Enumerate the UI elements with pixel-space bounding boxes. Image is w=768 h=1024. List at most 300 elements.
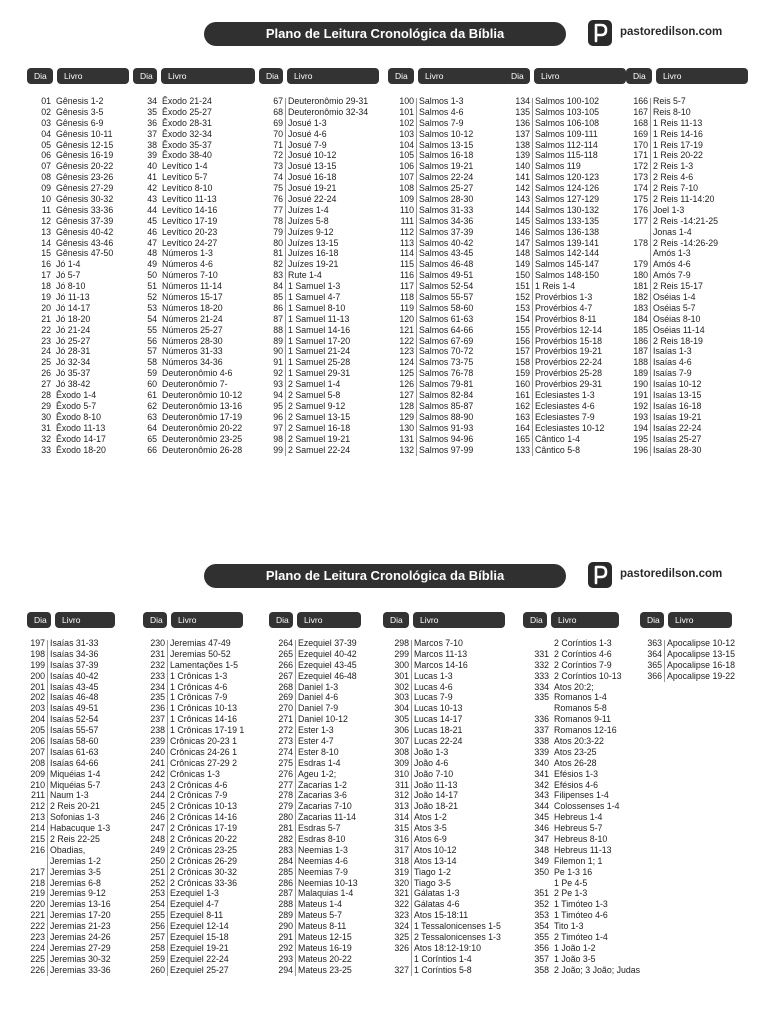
- reading-row: [259, 401, 383, 412]
- book-reading: Mateus 16-19: [298, 942, 352, 953]
- book-reading: 2 Crônicas 10-13: [170, 801, 237, 812]
- day-number: 198: [30, 648, 45, 659]
- day-number: 193: [633, 411, 648, 422]
- book-reading: Levítico 24-27: [162, 237, 218, 248]
- day-number: 124: [399, 357, 414, 368]
- book-reading: Números 7-10: [162, 270, 218, 281]
- book-reading: Amós 1-3: [653, 248, 691, 259]
- day-number: 259: [150, 953, 165, 964]
- reading-row: [133, 118, 262, 129]
- book-reading: Apocalipse 10-12: [667, 638, 735, 648]
- day-number: 182: [633, 292, 648, 303]
- reading-column: [640, 638, 762, 682]
- reading-row: [504, 434, 630, 445]
- book-reading: Números 31-33: [162, 346, 223, 357]
- header-day: Dia: [523, 612, 547, 628]
- header-book: Livro: [297, 612, 361, 628]
- book-reading: Salmos 88-90: [419, 411, 474, 422]
- day-number: 275: [278, 757, 293, 768]
- reading-row: [133, 346, 262, 357]
- day-number: 232: [150, 659, 165, 670]
- book-reading: Isaías 49-51: [50, 703, 99, 714]
- day-number: 107: [399, 172, 414, 183]
- day-number: 136: [515, 117, 530, 128]
- reading-row: [143, 834, 265, 845]
- book-reading: Oséias 5-7: [653, 302, 696, 313]
- book-reading: Gênesis 40-42: [56, 226, 114, 237]
- day-number: 75: [273, 183, 283, 194]
- day-number: [27, 856, 45, 867]
- book-reading: Salmos 40-42: [419, 237, 474, 248]
- book-reading: 2 Reis -14:21-25: [653, 215, 719, 226]
- reading-row: [504, 390, 630, 401]
- book-reading: 1 Samuel 11-13: [288, 313, 350, 324]
- book-reading: Atos 13-14: [414, 855, 457, 866]
- day-number: 133: [515, 444, 530, 455]
- day-number: 158: [515, 357, 530, 368]
- reading-row: [523, 660, 649, 671]
- reading-row: [383, 867, 511, 878]
- book-reading: Jeremias 47-49: [170, 638, 231, 648]
- day-number: 85: [273, 292, 283, 303]
- book-reading: 2 Reis 15-17: [653, 281, 703, 292]
- reading-row: [133, 259, 262, 270]
- book-reading: Naum 1-3: [50, 790, 89, 801]
- day-number: 172: [633, 161, 648, 172]
- book-reading: Atos 18:12-19:10: [414, 942, 482, 953]
- reading-row: [626, 390, 748, 401]
- day-number: 309: [394, 757, 409, 768]
- reading-row: [383, 692, 511, 703]
- book-reading: Salmos 109-111: [535, 128, 598, 139]
- reading-row: [388, 227, 514, 238]
- reading-row: [143, 649, 265, 660]
- reading-column: [523, 638, 649, 976]
- day-number: 146: [515, 226, 530, 237]
- reading-row: [269, 812, 381, 823]
- reading-row: [626, 161, 748, 172]
- reading-row: [133, 412, 262, 423]
- day-number: 126: [399, 379, 414, 390]
- reading-row: [523, 834, 649, 845]
- book-reading: 2 Samuel 16-18: [288, 422, 351, 433]
- day-number: 45: [147, 215, 157, 226]
- book-reading: Deuteronômio 20-22: [162, 422, 243, 433]
- day-number: 284: [278, 855, 293, 866]
- day-number: 194: [633, 422, 648, 433]
- book-reading: Isaías 7-9: [653, 368, 692, 379]
- day-number: 164: [515, 422, 530, 433]
- book-reading: Jó 5-7: [56, 270, 81, 281]
- header-day: Dia: [626, 68, 652, 84]
- book-reading: Atos 23-25: [554, 746, 597, 757]
- day-number: 354: [534, 921, 549, 932]
- day-number: 20: [41, 302, 51, 313]
- day-number: 321: [394, 888, 409, 899]
- book-reading: Jó 11-13: [56, 292, 90, 303]
- book-reading: 2 Timóteo 1-4: [554, 932, 608, 943]
- reading-row: [269, 932, 381, 943]
- reading-row: [143, 682, 265, 693]
- reading-row: [383, 932, 511, 943]
- day-number: 323: [394, 910, 409, 921]
- book-reading: 2 Crônicas 17-19: [170, 823, 237, 834]
- book-reading: João 18-21: [414, 801, 459, 812]
- book-reading: Gênesis 12-15: [56, 139, 114, 150]
- day-number: 356: [534, 942, 549, 953]
- book-reading: Salmos 70-72: [419, 346, 474, 357]
- book-reading: Tiago 1-2: [414, 866, 451, 877]
- book-reading: Gênesis 10-11: [56, 128, 113, 139]
- header-day: Dia: [143, 612, 167, 628]
- day-number: 312: [394, 790, 409, 801]
- book-reading: 1 Coríntios 1-4: [414, 953, 472, 964]
- reading-row: [388, 401, 514, 412]
- book-reading: Crônicas 20-23 1: [170, 736, 237, 747]
- day-number: 128: [399, 400, 414, 411]
- reading-row: [259, 140, 383, 151]
- book-reading: Ezequiel 43-45: [298, 659, 357, 670]
- day-number: 35: [147, 106, 157, 117]
- reading-row: [133, 227, 262, 238]
- reading-row: [269, 714, 381, 725]
- reading-row: [504, 270, 630, 281]
- reading-row: [388, 238, 514, 249]
- reading-row: [626, 238, 748, 249]
- book-reading: Hebreus 5-7: [554, 823, 603, 834]
- column-divider: [411, 640, 412, 976]
- book-reading: Jeremias 24-26: [50, 932, 111, 943]
- day-number: 223: [30, 932, 45, 943]
- book-reading: Deuteronômio 10-12: [162, 390, 243, 401]
- day-number: 21: [41, 313, 51, 324]
- reading-row: [143, 954, 265, 965]
- reading-row: [504, 379, 630, 390]
- day-number: 250: [150, 855, 165, 866]
- day-number: 72: [273, 150, 283, 161]
- reading-row: [143, 725, 265, 736]
- book-reading: Salmos 31-33: [419, 204, 474, 215]
- day-number: 215: [30, 834, 45, 845]
- day-number: 09: [41, 183, 51, 194]
- day-number: 70: [273, 128, 283, 139]
- day-number: 216: [30, 844, 45, 855]
- book-reading: 1 Tessalonicenses 1-5: [414, 921, 501, 932]
- book-reading: Jó 28-31: [56, 346, 91, 357]
- reading-row: [133, 183, 262, 194]
- reading-row: [383, 801, 511, 812]
- reading-row: [388, 292, 514, 303]
- reading-row: [523, 682, 649, 693]
- reading-row: [27, 758, 143, 769]
- day-number: 218: [30, 877, 45, 888]
- header-book: Livro: [57, 68, 129, 84]
- reading-row: [259, 270, 383, 281]
- reading-row: [27, 725, 143, 736]
- reading-row: [504, 336, 630, 347]
- book-reading: 1 Samuel 4-7: [288, 292, 341, 303]
- day-number: 335: [534, 692, 549, 703]
- reading-row: [504, 357, 630, 368]
- day-number: 166: [633, 96, 648, 106]
- book-reading: 1 Crônicas 1-3: [170, 670, 228, 681]
- book-reading: 2 Crônicas 7-9: [170, 790, 228, 801]
- book-reading: Atos 1-2: [414, 812, 447, 823]
- book-reading: Eclesiastes 7-9: [535, 411, 595, 422]
- day-number: 279: [278, 801, 293, 812]
- reading-row: [269, 845, 381, 856]
- book-reading: Salmos 4-6: [419, 106, 464, 117]
- reading-row: [523, 823, 649, 834]
- reading-row: [133, 357, 262, 368]
- day-number: 304: [394, 703, 409, 714]
- reading-row: [504, 248, 630, 259]
- day-number: 212: [30, 801, 45, 812]
- day-number: 151: [515, 281, 530, 292]
- reading-row: [27, 671, 143, 682]
- reading-row: [523, 943, 649, 954]
- book-reading: Hebreus 8-10: [554, 834, 608, 845]
- day-number: 141: [515, 172, 530, 183]
- reading-row: [269, 769, 381, 780]
- reading-row: [388, 346, 514, 357]
- reading-row: [383, 780, 511, 791]
- reading-row: [133, 216, 262, 227]
- day-number: 51: [147, 281, 157, 292]
- book-reading: Jó 25-27: [56, 335, 91, 346]
- day-number: 253: [150, 888, 165, 899]
- reading-row: [143, 736, 265, 747]
- reading-row: [504, 423, 630, 434]
- day-number: 140: [515, 161, 530, 172]
- day-number: 278: [278, 790, 293, 801]
- reading-row: [523, 692, 649, 703]
- book-reading: Daniel 7-9: [298, 703, 339, 714]
- reading-row: [626, 314, 748, 325]
- day-number: 231: [150, 648, 165, 659]
- book-reading: Gênesis 37-39: [56, 215, 114, 226]
- book-reading: Deuteronômio 17-19: [162, 411, 243, 422]
- day-number: [626, 227, 648, 238]
- day-number: 340: [534, 757, 549, 768]
- book-reading: Atos 6-9: [414, 834, 447, 845]
- reading-row: [133, 205, 262, 216]
- day-number: 325: [394, 932, 409, 943]
- day-number: 191: [633, 390, 648, 401]
- day-number: 94: [273, 390, 283, 401]
- reading-row: [143, 812, 265, 823]
- book-reading: Daniel 4-6: [298, 692, 339, 703]
- reading-row: [259, 172, 383, 183]
- reading-column: [259, 96, 383, 455]
- day-number: 120: [399, 313, 414, 324]
- reading-row: [523, 649, 649, 660]
- day-number: 57: [147, 346, 157, 357]
- book-reading: Filipenses 1-4: [554, 790, 609, 801]
- day-number: 76: [273, 194, 283, 205]
- header-book: Livro: [171, 612, 243, 628]
- book-reading: Ezequiel 22-24: [170, 953, 229, 964]
- book-reading: Salmos 119: [535, 161, 581, 172]
- book-reading: Salmos 46-48: [419, 259, 474, 270]
- day-number: 241: [150, 757, 165, 768]
- reading-column: [269, 638, 381, 976]
- reading-row: [143, 801, 265, 812]
- reading-row: [143, 888, 265, 899]
- reading-row: [626, 270, 748, 281]
- book-reading: Levítico 11-13: [162, 194, 217, 205]
- day-number: 131: [399, 433, 414, 444]
- book-reading: Isaías 52-54: [50, 714, 99, 725]
- reading-row: [383, 660, 511, 671]
- day-number: 287: [278, 888, 293, 899]
- book-reading: Mateus 8-11: [298, 921, 347, 932]
- reading-row: [504, 227, 630, 238]
- reading-row: [523, 703, 649, 714]
- day-number: 255: [150, 910, 165, 921]
- book-reading: Salmos 82-84: [419, 390, 474, 401]
- day-number: 333: [534, 670, 549, 681]
- day-number: 171: [633, 150, 648, 161]
- day-number: 338: [534, 736, 549, 747]
- book-reading: João 11-13: [414, 779, 458, 790]
- reading-row: [133, 292, 262, 303]
- reading-row: [133, 238, 262, 249]
- book-reading: Provérbios 1-3: [535, 292, 593, 303]
- day-number: 315: [394, 823, 409, 834]
- day-number: 276: [278, 768, 293, 779]
- reading-row: [388, 423, 514, 434]
- book-reading: Romanos 1-4: [554, 692, 607, 703]
- day-number: 222: [30, 921, 45, 932]
- reading-row: [269, 747, 381, 758]
- reading-row: [626, 216, 748, 227]
- reading-row: [259, 205, 383, 216]
- day-number: 111: [400, 215, 414, 226]
- reading-row: [269, 921, 381, 932]
- reading-row: [383, 845, 511, 856]
- header-book: Livro: [551, 612, 619, 628]
- book-reading: Efésios 1-3: [554, 768, 599, 779]
- day-number: 167: [633, 106, 648, 117]
- day-number: 105: [399, 150, 414, 161]
- reading-row: [504, 216, 630, 227]
- day-number: 155: [515, 324, 530, 335]
- book-reading: Isaías 4-6: [653, 357, 692, 368]
- book-reading: Cântico 1-4: [535, 433, 580, 444]
- book-reading: Isaías 10-12: [653, 379, 702, 390]
- day-number: 353: [534, 910, 549, 921]
- reading-row: [269, 910, 381, 921]
- day-number: 292: [278, 942, 293, 953]
- day-number: 86: [273, 302, 283, 313]
- reading-row: [259, 238, 383, 249]
- book-reading: Salmos 67-69: [419, 335, 474, 346]
- book-reading: Cântico 5-8: [535, 444, 580, 455]
- book-reading: Êxodo 28-31: [162, 117, 212, 128]
- day-number: 11: [41, 204, 51, 215]
- book-reading: Oséias 1-4: [653, 292, 696, 303]
- reading-column: [143, 638, 265, 976]
- reading-row: [259, 259, 383, 270]
- reading-row: [523, 758, 649, 769]
- reading-row: [388, 150, 514, 161]
- day-number: 205: [30, 725, 45, 736]
- day-number: 226: [30, 964, 45, 975]
- day-number: 03: [41, 117, 51, 128]
- reading-row: [504, 129, 630, 140]
- reading-row: [269, 671, 381, 682]
- book-reading: Êxodo 5-7: [56, 400, 97, 411]
- book-reading: Josué 13-15: [288, 161, 337, 172]
- reading-row: [133, 325, 262, 336]
- site-url: pastoredilson.com: [620, 568, 723, 580]
- book-reading: 2 Crônicas 33-36: [170, 877, 237, 888]
- reading-row: [143, 703, 265, 714]
- book-reading: Zacarias 11-14: [298, 812, 357, 823]
- day-number: 33: [41, 444, 51, 455]
- book-reading: Eclesiastes 10-12: [535, 422, 605, 433]
- reading-row: [259, 379, 383, 390]
- book-reading: Miquéias 5-7: [50, 779, 101, 790]
- day-number: 185: [633, 324, 648, 335]
- day-number: 174: [633, 183, 648, 194]
- reading-row: [626, 412, 748, 423]
- day-number: 92: [273, 368, 283, 379]
- day-number: 74: [273, 172, 283, 183]
- reading-row: [143, 845, 265, 856]
- day-number: 113: [399, 237, 414, 248]
- reading-row: [27, 736, 143, 747]
- book-reading: Atos 3-5: [414, 823, 447, 834]
- reading-row: [388, 216, 514, 227]
- day-number: 188: [633, 357, 648, 368]
- day-number: 165: [515, 433, 530, 444]
- day-number: 192: [633, 400, 648, 411]
- book-reading: 1 Samuel 17-20: [288, 335, 351, 346]
- book-reading: 2 Crônicas 26-29: [170, 855, 237, 866]
- day-number: 12: [41, 215, 51, 226]
- reading-row: [259, 336, 383, 347]
- book-reading: Atos 26-28: [554, 757, 597, 768]
- header-book: Livro: [55, 612, 115, 628]
- day-number: 90: [273, 346, 283, 357]
- day-number: 148: [515, 248, 530, 259]
- day-number: 41: [147, 172, 157, 183]
- book-reading: Levítico 20-23: [162, 226, 218, 237]
- book-reading: Números 4-6: [162, 259, 213, 270]
- reading-row: [269, 703, 381, 714]
- book-reading: Salmos 103-105: [535, 106, 600, 117]
- book-reading: Gálatas 1-3: [414, 888, 460, 899]
- column-divider: [650, 98, 651, 456]
- reading-row: [133, 129, 262, 140]
- book-reading: Isaías 55-57: [50, 725, 99, 736]
- reading-row: [383, 899, 511, 910]
- book-reading: Provérbios 22-24: [535, 357, 602, 368]
- book-reading: Salmos 34-36: [419, 215, 474, 226]
- day-number: 102: [399, 117, 414, 128]
- day-number: 61: [147, 390, 157, 401]
- book-reading: Esdras 8-10: [298, 834, 346, 845]
- book-reading: 2 Coríntios 10-13: [554, 670, 622, 681]
- day-number: 190: [633, 379, 648, 390]
- reading-row: [133, 423, 262, 434]
- day-number: 206: [30, 736, 45, 747]
- book-reading: Salmos 91-93: [419, 422, 474, 433]
- book-reading: João 7-10: [414, 768, 454, 779]
- reading-row: [383, 910, 511, 921]
